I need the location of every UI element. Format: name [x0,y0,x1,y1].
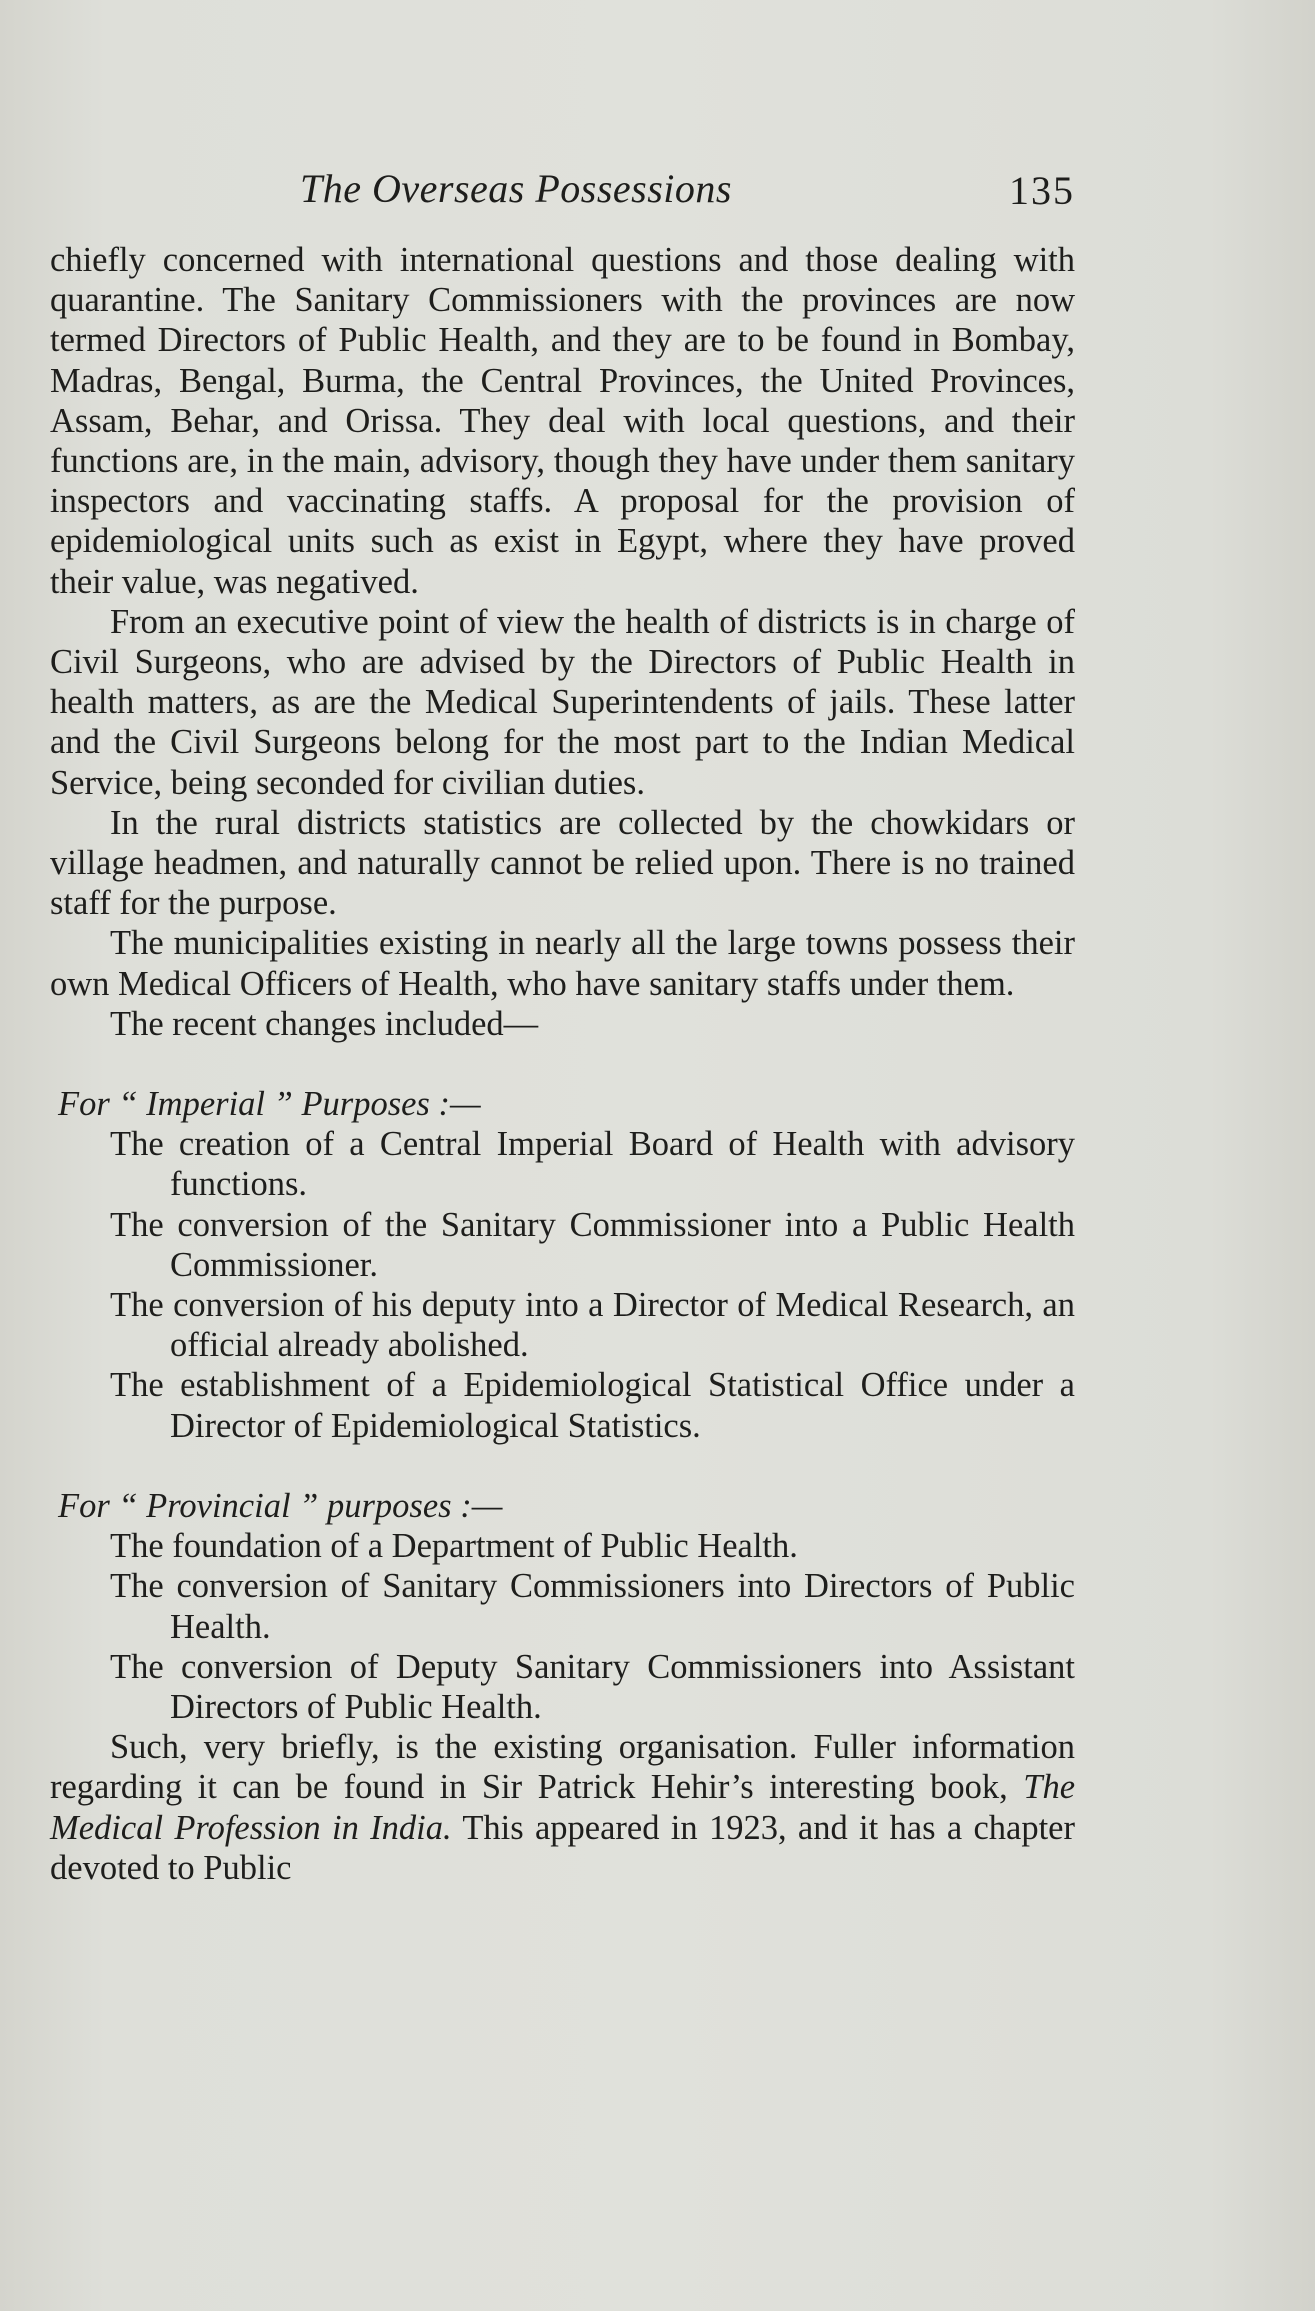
heading-suffix: purposes :— [326,1486,503,1525]
running-title: The Overseas Possessions [300,166,732,211]
page-number: 135 [1009,168,1075,213]
list-item: The conversion of the Sanitary Commissioner into a Public Health Commissioner. [110,1205,1075,1284]
list-item: The conversion of his deputy into a Director of Medical Research, an official already abolished. [110,1286,1075,1365]
provincial-section [50,1486,1075,1727]
heading-term: “ Imperial ” [118,1085,293,1124]
paragraph: The municipalities existing in nearly all the large towns possess their own Medical Officers of Health, who have sanitary staffs under them. [50,924,1075,1003]
list-item: The creation of a Central Imperial Board of Health with advisory functions. [110,1125,1075,1204]
list-item: The foundation of a Department of Public Health. [110,1527,798,1566]
book-title: The Medical Profession in India. [50,1768,1076,1847]
closing-paragraph [50,1727,1075,1888]
page-header [50,165,1075,225]
paragraph-continued: chiefly concerned with international questions and those dealing with quarantine. The Sanitary Commissioners with the provinces are now termed Directors of Public Health, and they are to be found in Bombay, Madras, Bengal, Burma, the Central Provinces, the United Provinces, Assam, Behar, and Orissa. They deal with local questions, and their functions are, in the main, advisory, though they have under them sanitary inspectors and vaccinating staffs. A proposal for the provision of epidemiological units such as exist in Egypt, where they have proved their value, was negatived. [50,241,1075,601]
closing-text-before: Such, very briefly, is the existing organisation. Fuller information regarding it can be found in Sir Patrick Hehir’s interesting book, [50,1728,1075,1807]
heading-suffix: Purposes :— [301,1085,481,1124]
closing-text-after: This appeared in 1923, and it has a chapter devoted to Public [50,1808,1075,1887]
paragraph: In the rural districts statistics are collected by the chowkidars or village headmen, and naturally cannot be relied upon. There is no trained staff for the purpose. [50,803,1075,923]
provincial-heading [50,1486,1075,1526]
imperial-section [50,1084,1075,1446]
page-body [50,240,1075,1888]
provincial-list [50,1526,1075,1727]
imperial-list [50,1124,1075,1446]
heading-prefix: For [58,1486,110,1525]
imperial-heading [50,1084,1075,1124]
paragraph: From an executive point of view the health of districts is in charge of Civil Surgeons, who are advised by the Directors of Public Health in health matters, as are the Medical Superintendents of jails. These latter and the Civil Surgeons belong for the most part to the Indian Medical Service, being seconded for civilian duties. [50,602,1075,802]
heading-term: “ Provincial ” [118,1486,319,1525]
list-item: The establishment of a Epidemiological Statistical Office under a Director of Epidemiological Statistics. [110,1366,1075,1445]
list-item: The conversion of Sanitary Commissioners into Directors of Public Health. [110,1567,1075,1646]
list-item: The conversion of Deputy Sanitary Commissioners into Assistant Directors of Public Health. [110,1647,1075,1726]
paragraph: The recent changes included— [110,1004,539,1043]
heading-prefix: For [58,1085,110,1124]
